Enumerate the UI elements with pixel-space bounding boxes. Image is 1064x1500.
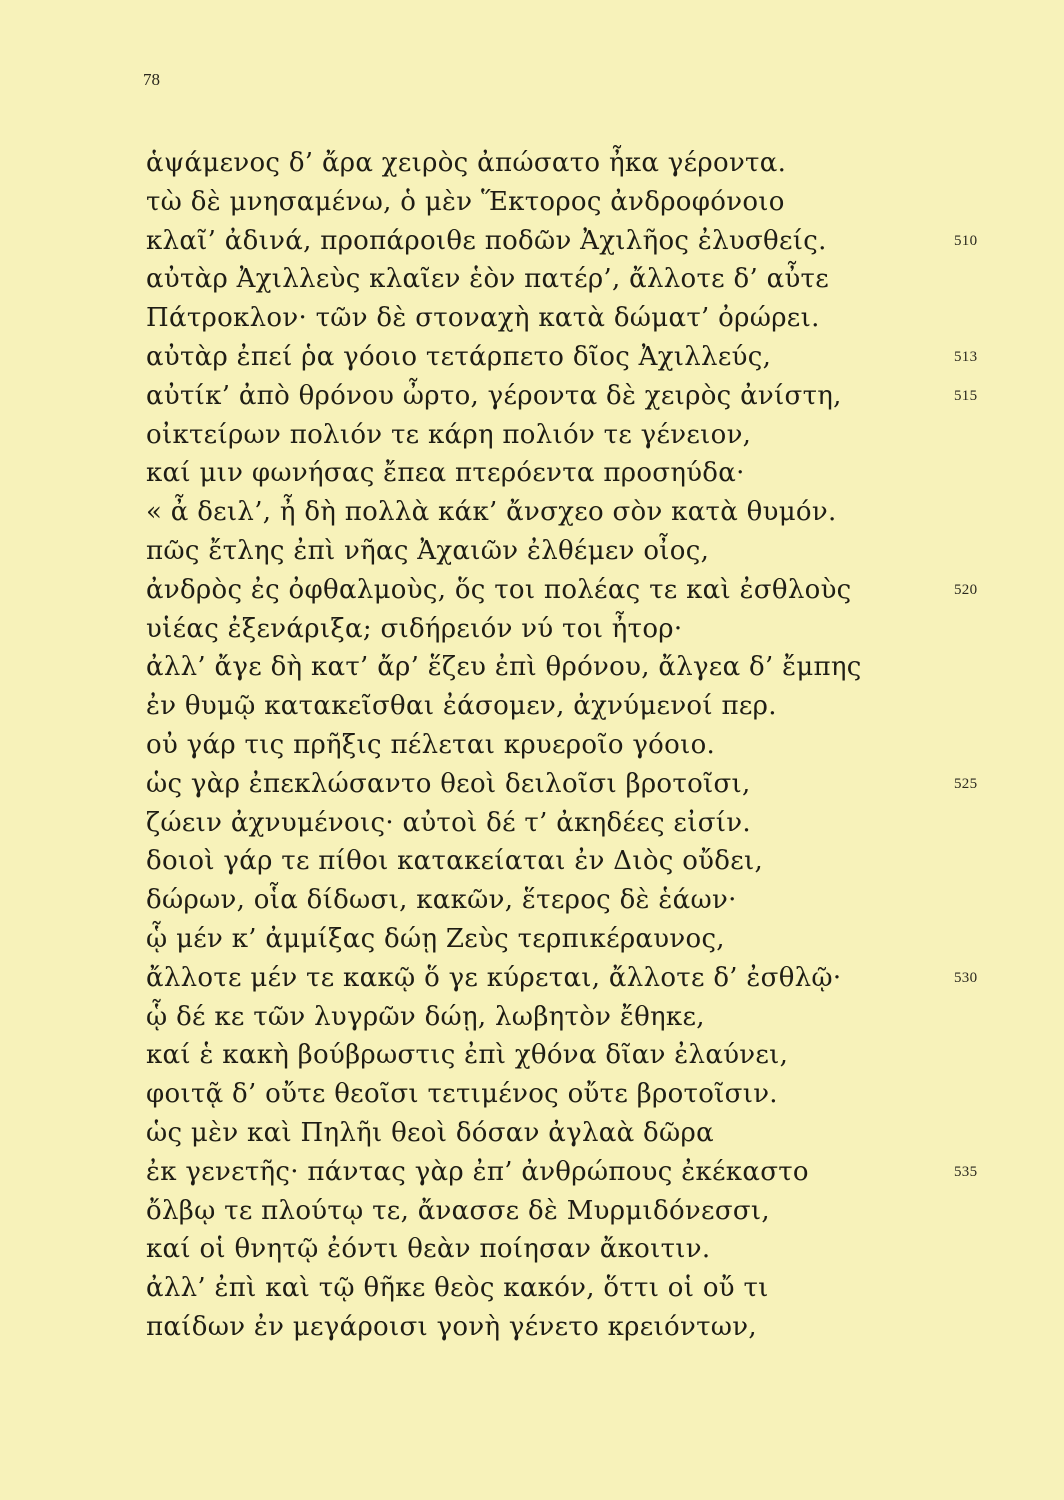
verse-line [146, 648, 966, 687]
verse-line [146, 377, 978, 416]
verse-text: « ἆ δειλ’, ἦ δὴ πολλὰ κάκ’ ἄνσχεο σὸν κατὰ θυμόν. [146, 497, 837, 528]
verse-text: ᾧ μέν κ’ ἀμμίξας δώῃ Ζεὺς τερπικέραυνος, [146, 923, 725, 954]
verse-line [146, 454, 966, 493]
verse-line [146, 959, 978, 998]
verse-line [146, 881, 966, 920]
verse-text: αὐτὰρ Ἀχιλλεὺς κλαῖεν ἑὸν πατέρ’, ἄλλοτε δ’ αὖτε [146, 264, 829, 295]
verse-text: υἱέας ἐξενάριξα; σιδήρειόν νύ τοι ἦτορ· [146, 613, 683, 644]
verse-text: ζώειν ἀχνυμένοις· αὐτοὶ δέ τ’ ἀκηδέες εἰσίν. [146, 807, 751, 838]
verse-line [146, 1114, 966, 1153]
verse-block [146, 144, 978, 1347]
verse-line [146, 998, 966, 1037]
verse-text: τὼ δὲ μνησαμένω, ὁ μὲν Ἕκτορος ἀνδροφόνοιο [146, 186, 785, 217]
line-number: 530 [954, 969, 978, 986]
verse-text: καί ἑ κακὴ βούβρωστις ἐπὶ χθόνα δῖαν ἐλαύνει, [146, 1040, 789, 1071]
verse-line [146, 1192, 966, 1231]
verse-line [146, 920, 966, 959]
verse-text: ἐκ γενετῆς· πάντας γὰρ ἐπ’ ἀνθρώπους ἐκέκαστο [146, 1156, 809, 1187]
verse-line [146, 1269, 966, 1308]
verse-text: αὐτὰρ ἐπεί ῥα γόοιο τετάρπετο δῖος Ἀχιλλεύς, [146, 341, 772, 372]
verse-text: οὐ γάρ τις πρῆξις πέλεται κρυεροῖο γόοιο. [146, 729, 716, 760]
verse-text: ἁψάμενος δ’ ἄρα χειρὸς ἀπώσατο ἦκα γέροντα. [146, 148, 787, 178]
verse-text: ἀλλ’ ἐπὶ καὶ τῷ θῆκε θεὸς κακόν, ὅττι οἱ οὔ τι [146, 1273, 769, 1304]
verse-text: δώρων, οἷα δίδωσι, κακῶν, ἕτερος δὲ ἑάων· [146, 885, 737, 916]
verse-line [146, 610, 966, 649]
verse-line [146, 804, 966, 843]
page-number: 78 [143, 70, 160, 89]
line-number: 535 [954, 1163, 978, 1180]
verse-line [146, 571, 978, 610]
verse-line [146, 1075, 966, 1114]
verse-text: ᾧ δέ κε τῶν λυγρῶν δώῃ, λωβητὸν ἔθηκε, [146, 1001, 705, 1032]
verse-text: καί μιν φωνήσας ἔπεα πτερόεντα προσηύδα· [146, 458, 745, 489]
verse-line [146, 765, 978, 804]
verse-text: αὐτίκ’ ἀπὸ θρόνου ὦρτο, γέροντα δὲ χειρὸς ἀνίστη, [146, 380, 842, 411]
verse-text: Πάτροκλον· τῶν δὲ στοναχὴ κατὰ δώματ’ ὀρώρει. [146, 303, 820, 334]
verse-text: κλαῖ’ ἀδινά, προπάροιθε ποδῶν Ἀχιλῆος ἐλυσθείς. [146, 225, 827, 256]
verse-line [146, 842, 966, 881]
line-number: 510 [954, 232, 978, 249]
verse-line [146, 1230, 966, 1269]
verse-line [146, 532, 966, 571]
verse-line [146, 299, 966, 338]
verse-text: ὡς γὰρ ἐπεκλώσαντο θεοὶ δειλοῖσι βροτοῖσι, [146, 768, 751, 799]
verse-text: ἐν θυμῷ κατακεῖσθαι ἐάσομεν, ἀχνύμενοί περ. [146, 691, 777, 722]
verse-line [146, 260, 966, 299]
verse-text: πῶς ἔτλης ἐπὶ νῆας Ἀχαιῶν ἐλθέμεν οἶος, [146, 535, 710, 566]
verse-line [146, 183, 966, 222]
verse-line [146, 338, 978, 377]
verse-line [146, 1308, 966, 1347]
verse-line [146, 144, 966, 183]
verse-text: οἰκτείρων πολιόν τε κάρη πολιόν τε γένειον, [146, 419, 752, 450]
verse-text: ὡς μὲν καὶ Πηλῆι θεοὶ δόσαν ἀγλαὰ δῶρα [146, 1117, 714, 1148]
verse-text: ἀλλ’ ἄγε δὴ κατ’ ἄρ’ ἕζευ ἐπὶ θρόνου, ἄλγεα δ’ ἔμπης [146, 652, 862, 683]
verse-text: παίδων ἐν μεγάροισι γονὴ γένετο κρειόντων, [146, 1311, 757, 1342]
verse-text: ἄλλοτε μέν τε κακῷ ὅ γε κύρεται, ἄλλοτε δ’ ἐσθλῷ· [146, 962, 842, 993]
line-number: 520 [954, 581, 978, 598]
verse-line [146, 493, 966, 532]
verse-text: ὄλβῳ τε πλούτῳ τε, ἄνασσε δὲ Μυρμιδόνεσσι, [146, 1195, 770, 1226]
line-number: 525 [954, 775, 978, 792]
verse-line [146, 687, 966, 726]
verse-line [146, 416, 966, 455]
verse-text: ἀνδρὸς ἐς ὀφθαλμοὺς, ὅς τοι πολέας τε καὶ ἐσθλοὺς [146, 574, 852, 605]
verse-line [146, 1036, 966, 1075]
line-number: 513 [954, 348, 978, 365]
verse-text: φοιτᾷ δ’ οὔτε θεοῖσι τετιμένος οὔτε βροτοῖσιν. [146, 1079, 778, 1110]
verse-line [146, 726, 966, 765]
verse-line [146, 222, 978, 261]
verse-text: καί οἱ θνητῷ ἐόντι θεὰν ποίησαν ἄκοιτιν. [146, 1234, 711, 1265]
verse-text: δοιοὶ γάρ τε πίθοι κατακείαται ἐν Διὸς οὔδει, [146, 846, 764, 877]
line-number: 515 [954, 387, 978, 404]
verse-line [146, 1153, 978, 1192]
